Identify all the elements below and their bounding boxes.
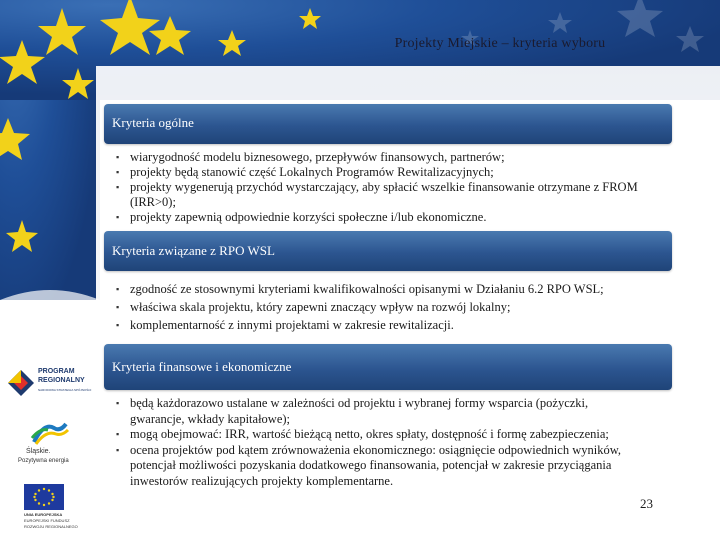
page-number: 23 <box>640 496 653 511</box>
section-body-general <box>0 150 720 230</box>
section-header-general <box>104 104 672 144</box>
section-header-rpo <box>104 231 672 271</box>
list-item: ▪ właściwa skala projektu, który zapewni znaczący wpływ na rozwój lokalny; <box>110 298 670 316</box>
program-regionalny-logo <box>6 364 98 404</box>
section-heading: Kryteria ogólne <box>112 115 194 130</box>
section-header-financial <box>104 344 672 390</box>
logo-text: PROGRAM <box>38 368 75 375</box>
list-item: ▪ będą każdorazowo ustalane w zależności od projektu i wybranej formy wsparcia (pożyczki, gwarancje, wkłady kapitałowe); <box>110 396 645 427</box>
section-heading: Kryteria związane z RPO WSL <box>112 243 275 258</box>
eu-flag-icon <box>24 484 64 510</box>
list-item: ▪ zgodność ze stosownymi kryteriami kwalifikowalności opisanymi w Działaniu 6.2 RPO WSL; <box>110 280 670 298</box>
list-item: ▪ projekty wygenerują przychód wystarczający, aby spłacić wszelkie finansowanie otrzymane z FROM (IRR>0); <box>110 180 660 210</box>
logo-text: REGIONALNY <box>38 377 85 384</box>
bullet-list <box>110 280 670 334</box>
slaskie-logo <box>14 420 94 470</box>
logo-text: NARODOWA STRATEGIA SPÓJNOŚCI <box>38 388 92 392</box>
list-item: ▪ komplementarność z innymi projektami w zakresie rewitalizacji. <box>110 316 670 334</box>
bullet-list <box>110 396 645 489</box>
list-item: ▪ projekty zapewnią odpowiednie korzyści społeczne i/lub ekonomiczne. <box>110 210 670 225</box>
bullet-list <box>110 150 670 225</box>
logo-text: ROZWOJU REGIONALNEGO <box>24 524 78 529</box>
logo-text: UNIA EUROPEJSKA <box>24 512 63 517</box>
list-item: ▪ ocena projektów pod kątem zrównoważenia ekonomicznego: osiągnięcie odpowiednich wyników, potencjał możliwości pozyskania dodatkowego finansowania, potencjał w zakresie przyciągania inwestorów realizujących projekty komplementarne. <box>110 443 645 490</box>
section-heading: Kryteria finansowe i ekonomiczne <box>112 359 292 374</box>
slaskie-wave-icon <box>30 420 70 446</box>
eu-logo <box>24 484 94 538</box>
list-item: ▪ mogą obejmować: IRR, wartość bieżącą netto, okres spłaty, dostępność i formę zabezpieczenia; <box>110 427 645 443</box>
nss-emblem-icon <box>6 368 36 398</box>
list-item: ▪ wiarygodność modelu biznesowego, przepływów finansowych, partnerów; <box>110 150 670 165</box>
logo-text: Pozytywna energia <box>18 458 69 464</box>
logo-text: Śląskie. <box>26 448 51 455</box>
logo-text: EUROPEJSKI FUNDUSZ <box>24 518 70 523</box>
list-item: ▪ projekty będą stanowić część Lokalnych Programów Rewitalizacyjnych; <box>110 165 670 180</box>
slide-title: Projekty Miejskie – kryteria wyboru <box>394 36 606 51</box>
